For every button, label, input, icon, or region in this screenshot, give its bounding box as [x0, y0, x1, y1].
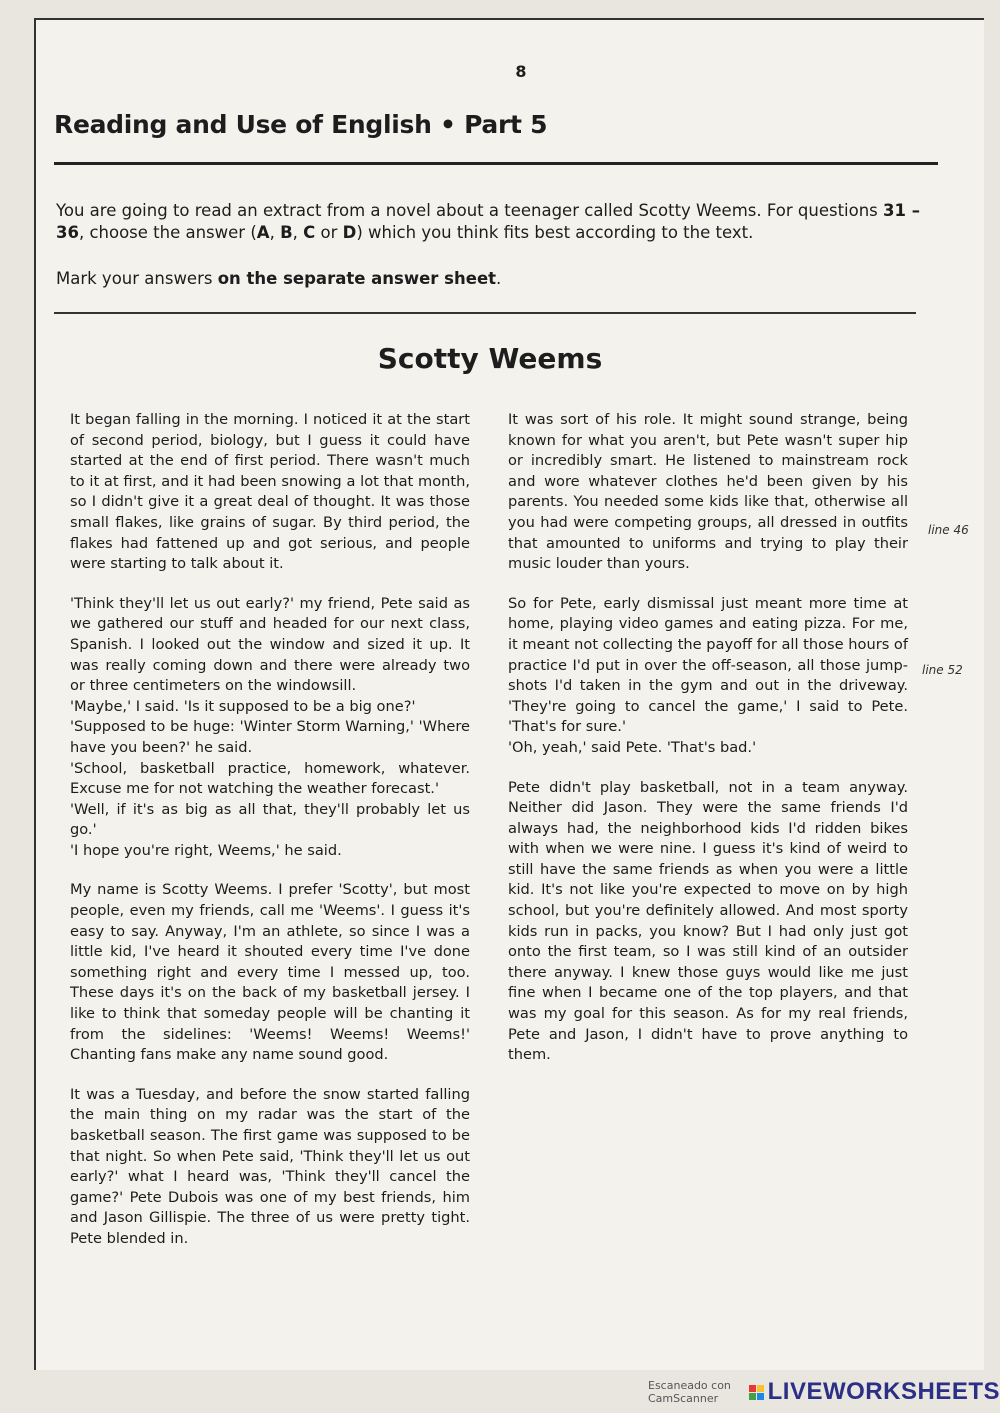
article-title: Scotty Weems: [377, 342, 603, 375]
dialogue-line: 'School, basketball practice, homework, whatever. Excuse me for not watching the weather forecast.': [70, 759, 470, 798]
instructions-text: , choose the answer (: [78, 223, 257, 242]
scanner-caption: Escaneado con CamScanner: [648, 1379, 731, 1405]
logo-square: [757, 1393, 764, 1400]
answer-sheet-note: [56, 268, 946, 290]
instructions-text: You are going to read an extract from a novel about a teenager called Scotty Weems. For questions: [56, 201, 884, 220]
option-c: C: [303, 223, 316, 242]
page-number: 8: [515, 62, 527, 81]
divider-top: [54, 162, 938, 165]
paragraph: Pete didn't play basketball, not in a team anyway. Neither did Jason. They were the same friends I'd always had, the neighborhood kids I'd ridden bikes with when we were nine. I guess it's kind of weird to still have the same friends as when you were a little kid. It's not like you're expected to move on by high school, but you're definitely allowed. And most sporty kids run in packs, you know? But I had only just got onto the first team, so I was still kind of an outsider there anyway. I knew those guys would like me just fine when I became one of the top players, and that was my goal for this season. As for my real friends, Pete and Jason, I didn't have to prove anything to them.: [508, 778, 908, 1064]
line-reference-52: line 52: [922, 663, 963, 677]
divider-bottom: [54, 312, 916, 314]
line-reference-46: line 46: [928, 523, 969, 537]
instructions-text: ) which you think fits best according to the text.: [356, 223, 754, 242]
logo-square: [749, 1393, 756, 1400]
paragraph: It began falling in the morning. I noticed it at the start of second period, biology, but I guess it could have started at the end of first period. There wasn't much to it at first, and it had been snowing a lot that month, so I didn't give it a great deal of thought. It was those small flakes, like grains of sugar. By third period, the flakes had fattened up and got serious, and people were starting to talk about it.: [70, 411, 470, 573]
note-text: Mark your answers: [56, 269, 218, 288]
paragraph: My name is Scotty Weems. I prefer 'Scotty', but most people, even my friends, call me 'Weems'. I guess it's easy to say. Anyway, I'm an athlete, so since I was a little kid, I've heard it shouted every time I've done something right and every time I messed up, too. These days it's on the back of my basketball jersey. I like to think that someday people will be chanting it from the sidelines: 'Weems! Weems! Weems!' Chanting fans make any name sound good.: [70, 881, 470, 1064]
paragraph: It was sort of his role. It might sound strange, being known for what you aren't, but Pete wasn't super hip or incredibly smart. He listened to mainstream rock and wore whatever clothes he'd been given by his parents. You needed some kids like that, otherwise all you had were competing groups, all dressed in outfits that amounted to uniforms and trying to play their music louder than yours.: [508, 411, 908, 573]
option-a: A: [256, 223, 270, 242]
worksheet-page: [34, 18, 984, 1370]
task-instructions: [56, 200, 946, 244]
separator: or: [315, 223, 343, 242]
logo-square: [749, 1385, 756, 1392]
dialogue-line: 'Maybe,' I said. 'Is it supposed to be a big one?': [70, 697, 416, 715]
note-emphasis: on the separate answer sheet: [217, 269, 497, 288]
dialogue-line: 'Oh, yeah,' said Pete. 'That's bad.': [508, 738, 757, 756]
article-left-column: [70, 410, 470, 1269]
article-right-column: [508, 410, 908, 1085]
paragraph: It was a Tuesday, and before the snow started falling the main thing on my radar was the start of the basketball season. The first game was supposed to be that night. So when Pete said, 'Think they'll let us out early?' what I heard was, 'Think they'll cancel the game?' Pete Dubois was one of my best friends, him and Jason Gillispie. The three of us were pretty tight. Pete blended in.: [70, 1085, 470, 1247]
paragraph: So for Pete, early dismissal just meant more time at home, playing video games and eating pizza. For me, it meant not collecting the payoff for all those hours of practice I'd put in over the off-season, all those jump-shots I'd taken in the gym and out in the driveway. 'They're going to cancel the game,' I said to Pete. 'That's for sure.': [508, 594, 909, 736]
dialogue-line: 'Supposed to be huge: 'Winter Storm Warning,' 'Where have you been?' he said.: [70, 718, 470, 756]
liveworksheets-watermark: [648, 1380, 1000, 1404]
dialogue-line: 'Well, if it's as big as all that, they'll probably let us go.': [70, 800, 470, 839]
dialogue-line: 'I hope you're right, Weems,' he said.: [70, 841, 342, 859]
question-range: 31 – 36: [56, 201, 920, 242]
option-d: D: [342, 223, 357, 242]
brand-name: LIVEWORKSHEETS: [767, 1378, 1000, 1405]
option-b: B: [280, 223, 293, 242]
liveworksheets-logo-icon: [749, 1385, 764, 1400]
separator: ,: [292, 223, 304, 242]
note-text: .: [496, 269, 502, 288]
logo-square: [757, 1385, 764, 1392]
paragraph: 'Think they'll let us out early?' my friend, Pete said as we gathered our stuff and headed for our next class, Spanish. I looked out the window and sized it up. It was really coming down and there were already two or three centimeters on the windowsill.: [70, 594, 470, 695]
separator: ,: [269, 223, 281, 242]
section-title: Reading and Use of English • Part 5: [54, 110, 548, 139]
